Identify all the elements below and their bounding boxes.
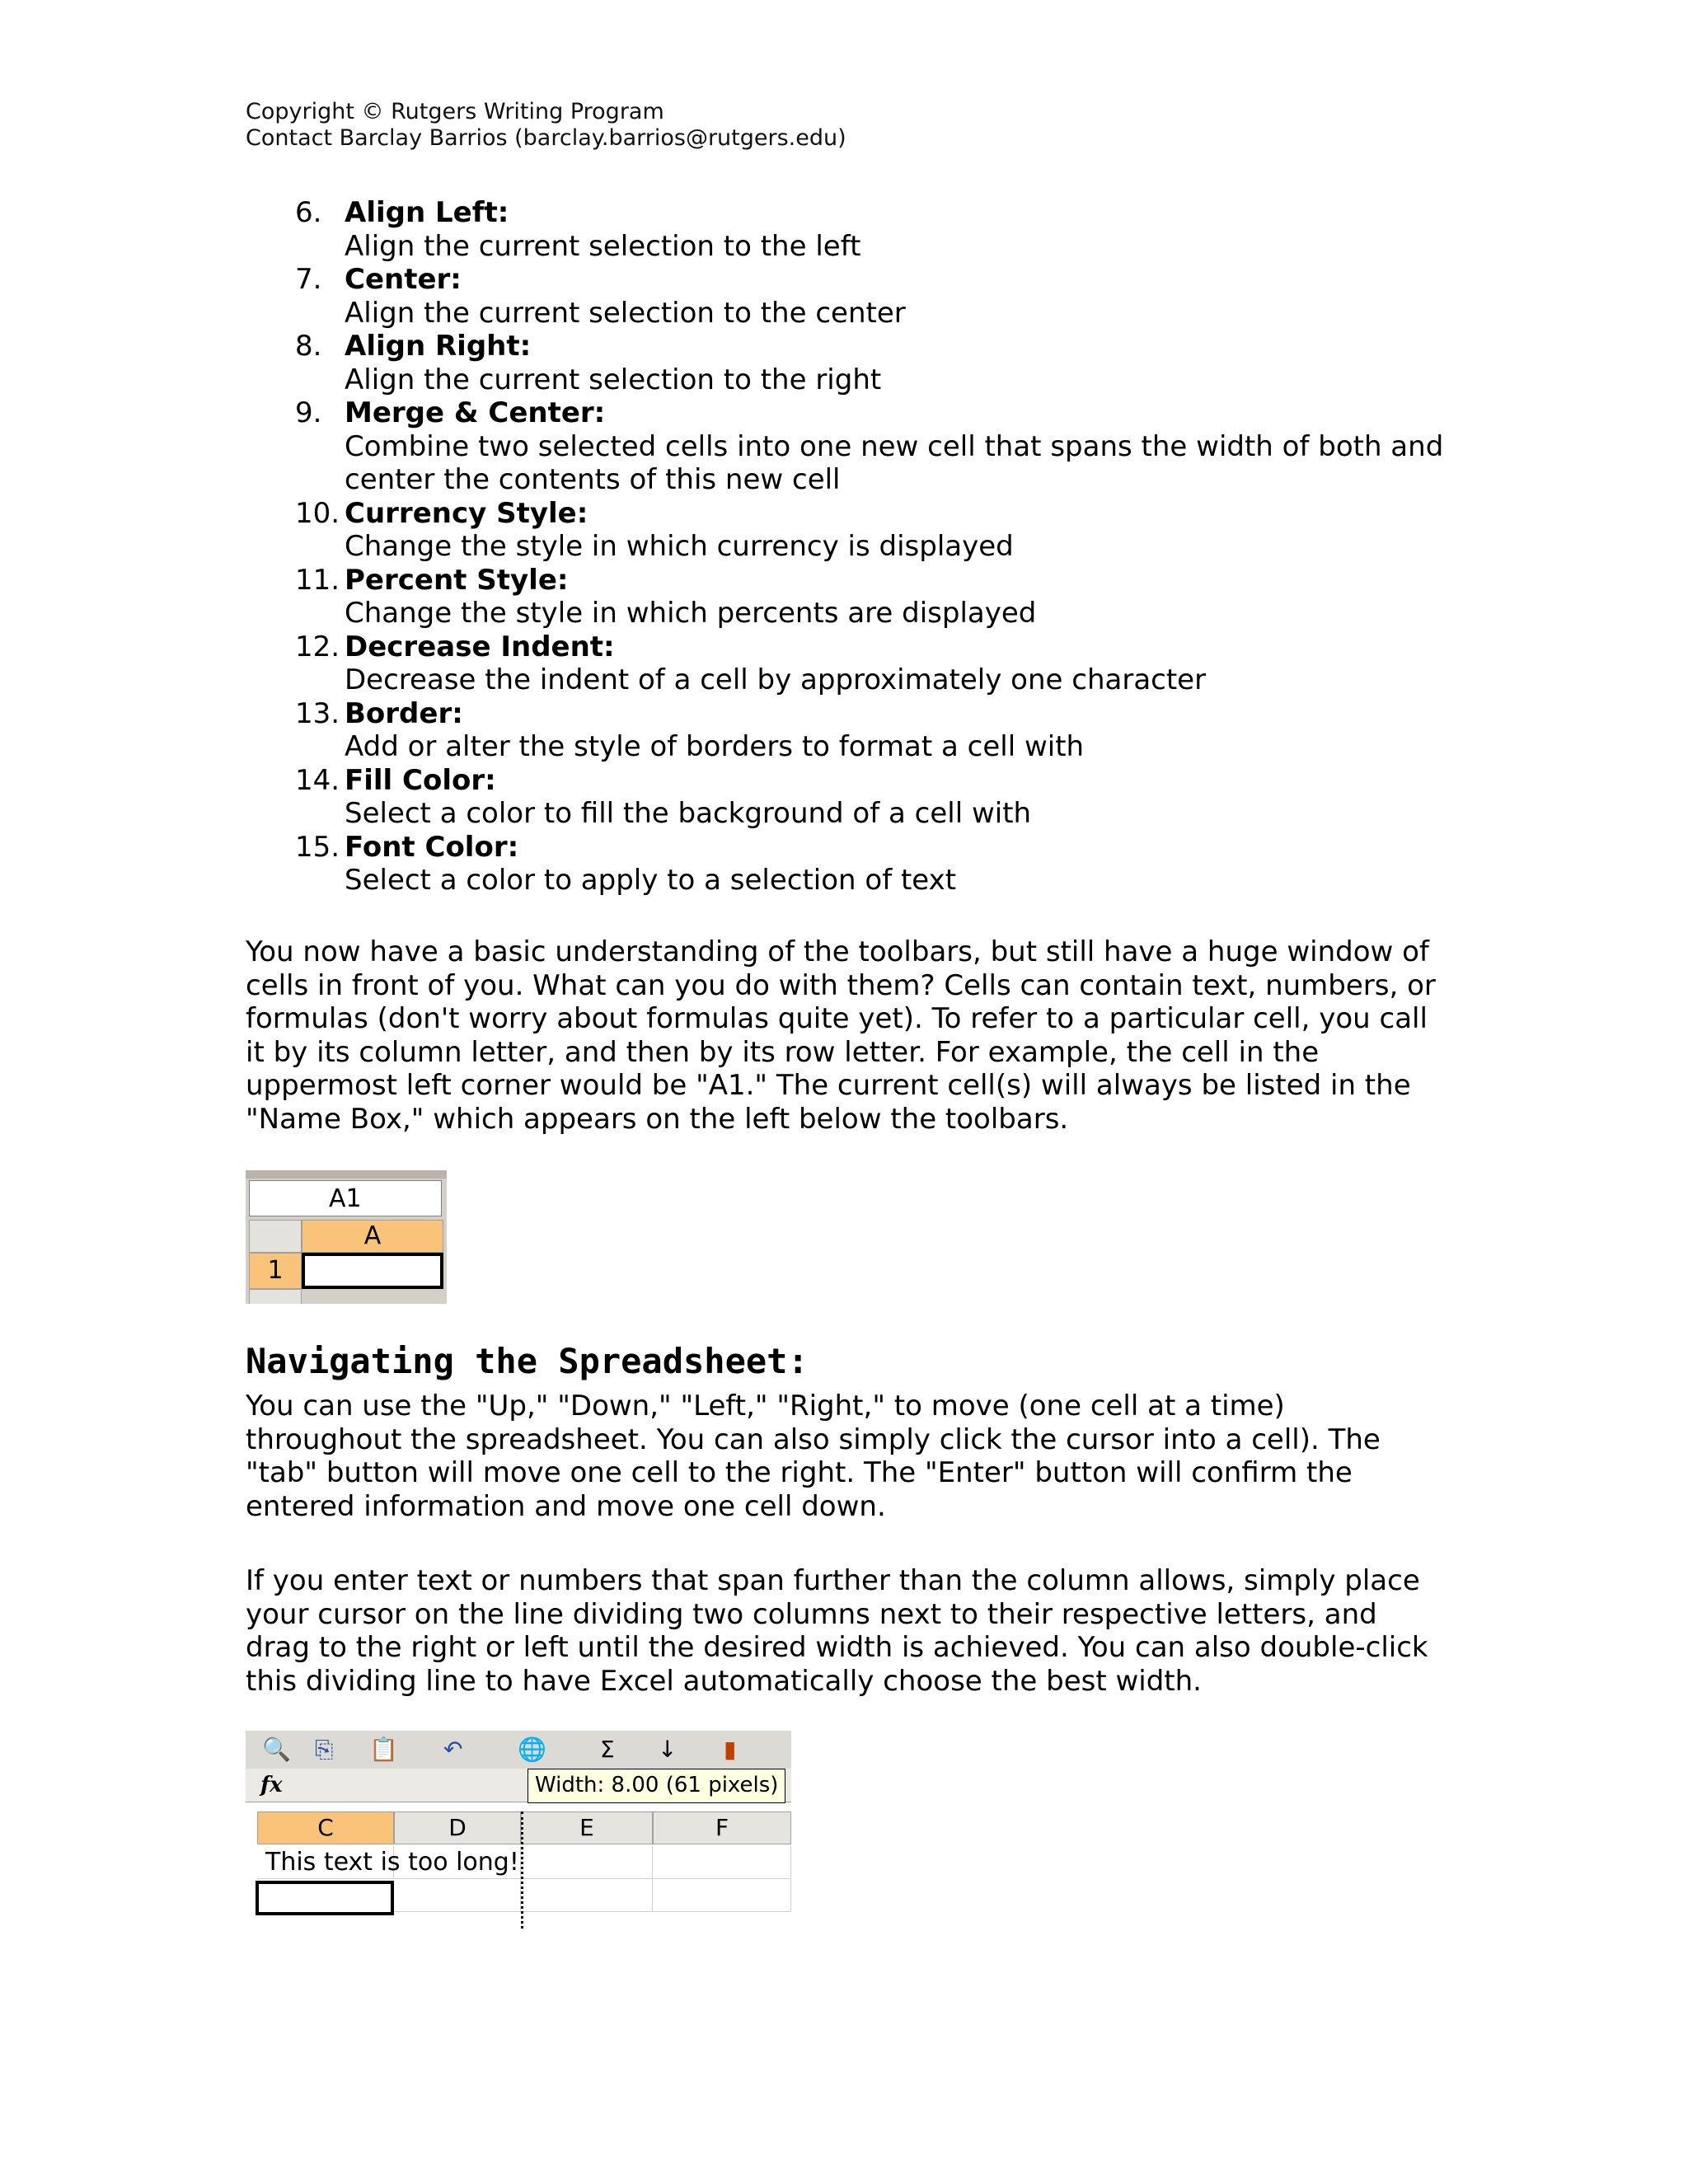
- list-item-title: Currency Style:: [345, 496, 588, 530]
- toolbar-button-list: [246, 196, 1465, 898]
- list-item-number: 9.: [295, 396, 322, 429]
- list-item: [246, 697, 1465, 764]
- excel-toolbar: [246, 1731, 791, 1769]
- name-box-screenshot: [246, 1170, 447, 1304]
- list-item: [246, 497, 1465, 564]
- cell: [521, 1846, 653, 1879]
- row-header-2: [249, 1289, 302, 1304]
- list-item: [246, 764, 1465, 831]
- list-item: [246, 196, 1465, 263]
- list-item-description: Add or alter the style of borders to format a cell with: [345, 730, 1085, 763]
- print-preview-icon: 🔍: [262, 1736, 291, 1763]
- list-item-description: Change the style in which percents are displayed: [345, 597, 1037, 630]
- list-item-title: Center:: [345, 263, 462, 296]
- column-width-screenshot: [246, 1731, 791, 1929]
- undo-icon: ↶: [443, 1736, 463, 1763]
- name-box: A1: [249, 1180, 442, 1216]
- toolbar-strip: [246, 1170, 447, 1179]
- contact-line: Contact Barclay Barrios (barclay.barrios@rutgers.edu): [246, 125, 846, 151]
- cell: [653, 1879, 791, 1912]
- list-item: [246, 630, 1465, 697]
- list-item-title: Border:: [345, 696, 463, 730]
- list-item-number: 7.: [295, 263, 322, 296]
- list-item: [246, 564, 1465, 630]
- list-item-number: 12.: [295, 630, 340, 663]
- list-item: [246, 396, 1465, 497]
- list-item-number: 13.: [295, 696, 340, 730]
- list-item-title: Align Left:: [345, 196, 509, 229]
- list-item-number: 10.: [295, 496, 340, 530]
- list-item-number: 14.: [295, 763, 340, 797]
- select-all-corner: [249, 1220, 302, 1253]
- list-item-title: Fill Color:: [345, 763, 496, 797]
- list-item: [246, 831, 1465, 898]
- paste-icon: 📋: [369, 1736, 398, 1763]
- list-item: [246, 330, 1465, 396]
- copyright-line: Copyright © Rutgers Writing Program: [246, 99, 664, 124]
- autosum-icon: Σ: [600, 1736, 615, 1763]
- hyperlink-icon: 🌐: [518, 1736, 546, 1763]
- list-item-description: Align the current selection to the center: [345, 296, 906, 330]
- column-divider-drag-line: [521, 1811, 523, 1929]
- list-item-title: Decrease Indent:: [345, 630, 615, 663]
- column-header-c: C: [257, 1811, 394, 1844]
- overflowing-cell-text: This text is too long!: [265, 1848, 519, 1877]
- column-header-a: A: [302, 1220, 443, 1253]
- column-header-d: D: [394, 1811, 521, 1844]
- list-item-description: Align the current selection to the left: [345, 229, 861, 263]
- list-item-number: 11.: [295, 563, 340, 597]
- list-item-title: Font Color:: [345, 830, 519, 864]
- list-item-description: Select a color to fill the background of a cell with: [345, 797, 1032, 830]
- list-item-description: Combine two selected cells into one new cell that spans the width of both and center the contents of this new cell: [345, 429, 1444, 496]
- column-header-f: F: [653, 1811, 791, 1844]
- cell: [521, 1879, 653, 1912]
- page-header: [246, 99, 846, 152]
- list-item-description: Change the style in which currency is displayed: [345, 530, 1014, 563]
- list-item-number: 6.: [295, 196, 322, 229]
- section-heading: Navigating the Spreadsheet:: [246, 1341, 809, 1381]
- list-item-description: Decrease the indent of a cell by approximately one character: [345, 663, 1207, 696]
- list-item-number: 15.: [295, 830, 340, 864]
- column-header-e: E: [521, 1811, 653, 1844]
- list-item-number: 8.: [295, 330, 322, 363]
- list-item-description: Select a color to apply to a selection of text: [345, 864, 957, 897]
- column-width-paragraph: If you enter text or numbers that span further than the column allows, simply place your cursor on the line dividing two columns next to their respective letters, and drag to the right or left until the desired width is achieved. You can also double-click this dividing line to have Excel automatically choose the best width.: [246, 1564, 1428, 1698]
- copy-icon: ⎘: [315, 1736, 334, 1763]
- navigation-paragraph: You can use the "Up," "Down," "Left," "Right," to move (one cell at a time) throughout the spreadsheet. You can also simply click the cursor into a cell). The "tab" button will move one cell to the right. The "Enter" button will confirm the entered information and move one cell down.: [246, 1390, 1381, 1523]
- width-tooltip: Width: 8.00 (61 pixels): [528, 1769, 785, 1803]
- cell: [653, 1846, 791, 1879]
- list-item-title: Merge & Center:: [345, 396, 606, 429]
- row-header-1: 1: [249, 1253, 302, 1289]
- list-item-title: Percent Style:: [345, 563, 569, 597]
- cell: [394, 1879, 521, 1912]
- chart-icon: ▮: [724, 1736, 737, 1763]
- list-item-title: Align Right:: [345, 330, 532, 363]
- fx-icon: fx: [260, 1773, 283, 1797]
- active-cell: [256, 1881, 394, 1915]
- sort-icon: ↓: [658, 1736, 678, 1763]
- cell-a1: [302, 1253, 443, 1289]
- list-item-description: Align the current selection to the right: [345, 363, 882, 396]
- cells-paragraph: You now have a basic understanding of the toolbars, but still have a huge window of cells in front of you. What can you do with them? Cells can contain text, numbers, or formulas (don't worry about formulas quite yet). To refer to a particular cell, you call it by its column letter, and then by its row letter. For example, the cell in the uppermost left corner would be "A1." The current cell(s) will always be listed in the "Name Box," which appears on the left below the toolbars.: [246, 935, 1436, 1136]
- list-item: [246, 263, 1465, 330]
